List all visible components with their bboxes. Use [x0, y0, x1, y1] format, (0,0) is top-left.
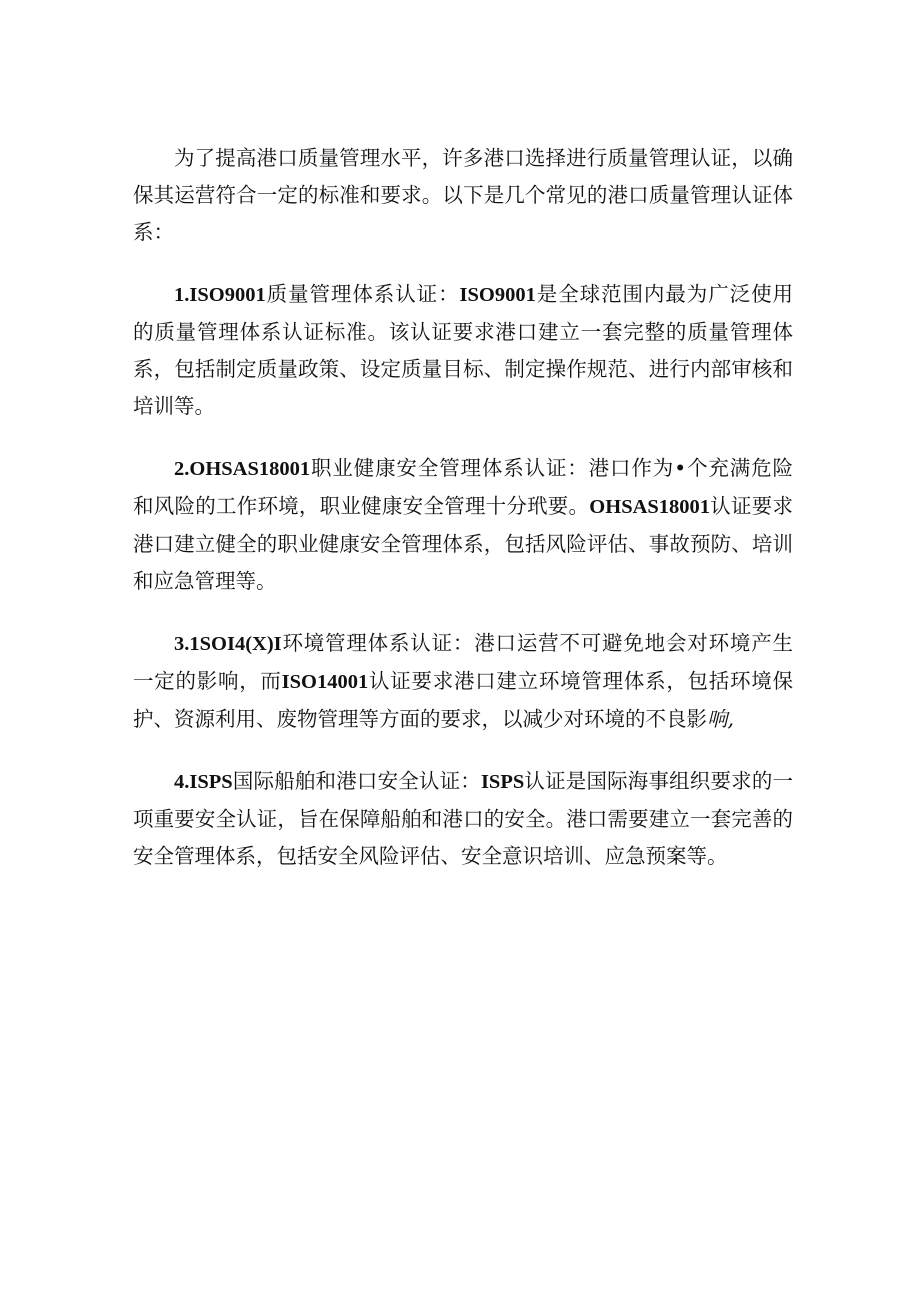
item-iso14001: [133, 625, 793, 738]
item-body: 认证是国际海事组织要求的一项重要安全认证，旨在保障船舶和港口的安全。港口需要建立一套完善的安全管理体系，包括安全风险评估、安全意识培训、应急预案等。: [133, 769, 793, 868]
item-code: 4.ISPS: [174, 771, 233, 793]
item-title: 环境管理体系认证：: [281, 631, 475, 655]
item-body-continued: 认证要求港口建立环境管理体系，包括环境保护、资源利用、废物管理等方面的要求，以减少对环境的不良影: [133, 669, 794, 731]
item-code: 2.OHSAS18001: [174, 458, 311, 480]
item-body: 港口运营不可避免地会对环境产生一定的影响，而: [133, 631, 794, 693]
item-tail: 响,: [707, 707, 735, 731]
item-code-inline: ISPS: [480, 771, 525, 793]
item-isps: [133, 763, 793, 875]
item-code-inline: ISO9001: [459, 284, 536, 306]
item-ohsas18001: [133, 450, 793, 600]
item-iso9001: [133, 276, 793, 425]
item-body: 港口作为•个充满危险和风险的工作环境，职业健康安全管理十分玳要。: [133, 456, 794, 518]
item-body-continued: 认证要求港口建立健全的职业健康安全管理体系，包括风险评估、事故预防、培训和应急管理等。: [133, 494, 794, 593]
intro-text: 为了提高港口质量管理水平，许多港口选择进行质量管理认证，以确保其运营符合一定的标准和要求。以下是几个常见的港口质量管理认证体系：: [133, 146, 793, 244]
item-code: 1.ISO9001: [174, 284, 266, 306]
item-code-inline: OHSAS18001: [589, 496, 711, 518]
item-title: 质量管理体系认证：: [265, 282, 460, 306]
item-code: 3.1SOI4(X)I: [174, 633, 282, 655]
item-body: 是全球范围内最为广泛使用的质量管理体系认证标准。该认证要求港口建立一套完整的质量管理体系，包括制定质量政策、设定质量目标、制定操作规范、进行内部审核和培训等。: [133, 282, 794, 418]
item-title: 国际船舶和港口安全认证：: [232, 769, 481, 793]
intro-paragraph: [133, 140, 793, 251]
item-code-inline: ISO14001: [281, 671, 369, 693]
item-title: 职业健康安全管理体系认证：: [310, 456, 589, 480]
document-body: [133, 140, 793, 900]
